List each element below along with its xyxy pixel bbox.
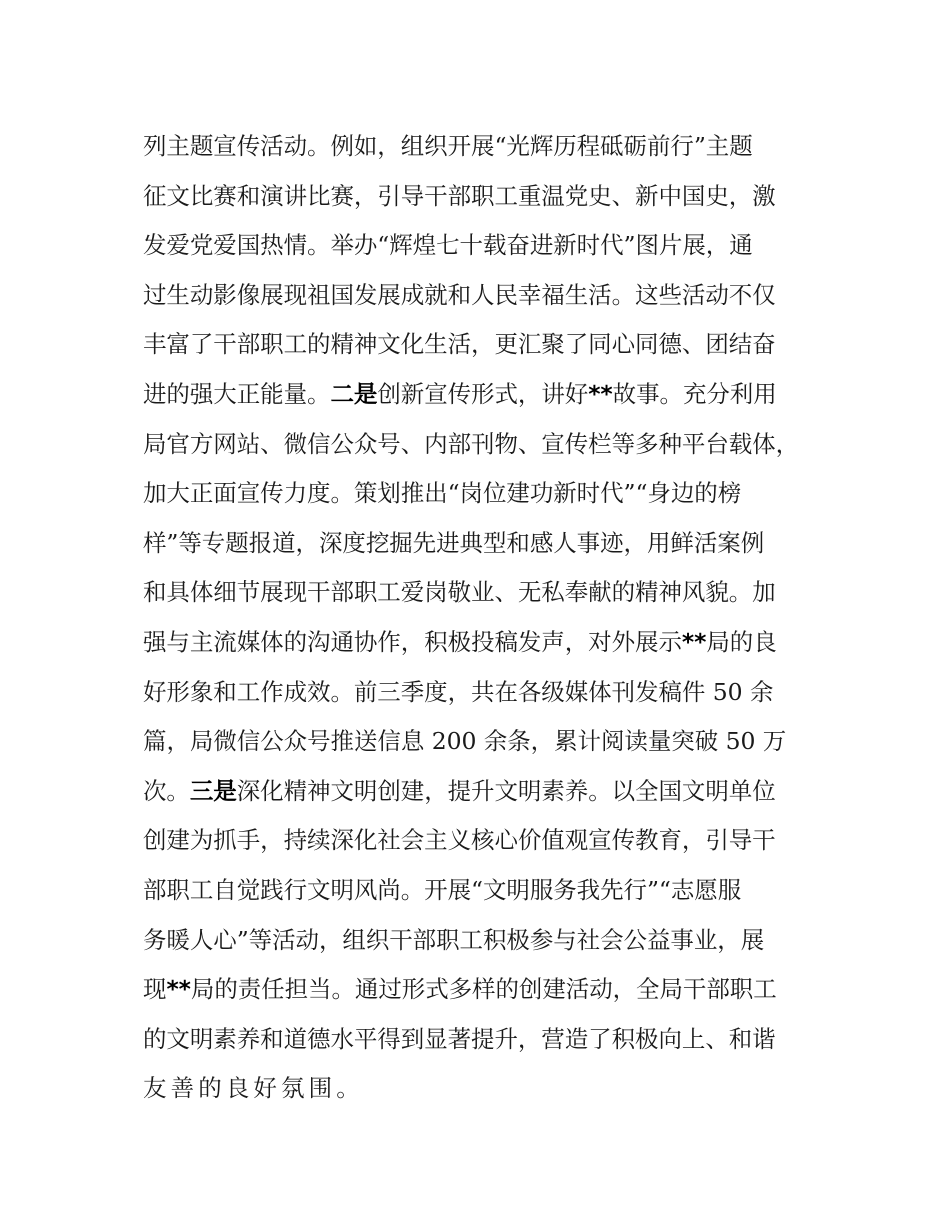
text-line	[143, 370, 813, 420]
body-paragraph	[143, 122, 813, 1114]
bold-text-segment: 三是	[189, 776, 237, 805]
text-line	[143, 420, 813, 470]
text-segment: 次。	[143, 776, 190, 805]
text-segment: 部职工自觉践行文明风尚。开展“文明服务我先行”“志愿服	[143, 875, 742, 904]
text-line	[143, 519, 813, 569]
text-line	[143, 916, 813, 966]
text-line	[143, 271, 813, 321]
text-segment: 深化精神文明创建，提升文明素养。以全国文明单位	[236, 776, 776, 805]
text-line	[143, 122, 813, 172]
text-segment: 故事。充分利用	[612, 379, 777, 408]
text-segment: 征文比赛和演讲比赛，引导干部职工重温党史、新中国史，激	[143, 181, 776, 210]
text-line	[143, 320, 813, 370]
bold-text-segment: **	[166, 975, 191, 1004]
text-segment: 丰富了干部职工的精神文化生活，更汇聚了同心同德、团结奋	[143, 330, 776, 359]
text-segment: 友善的良好氛围。	[143, 1074, 364, 1103]
text-segment: 好形象和工作成效。前三季度，共在各级媒体刊发稿件 50 余	[143, 677, 774, 706]
text-segment: 强与主流媒体的沟通协作，积极投稿发声，对外展示	[143, 627, 682, 656]
text-line	[143, 221, 813, 271]
text-segment: 局的责任担当。通过形式多样的创建活动，全局干部职工	[190, 975, 777, 1004]
text-line	[143, 618, 813, 668]
text-line	[143, 965, 813, 1015]
text-segment: 篇，局微信公众号推送信息 200 余条，累计阅读量突破 50 万	[143, 727, 787, 756]
text-line	[143, 816, 813, 866]
bold-text-segment: **	[681, 627, 707, 656]
text-segment: 过生动影像展现祖国发展成就和人民幸福生活。这些活动不仅	[143, 280, 776, 309]
text-segment: 局的良	[706, 627, 777, 656]
text-line	[143, 1015, 813, 1065]
text-segment: 样”等专题报道，深度挖掘先进典型和感人事迹，用鲜活案例	[143, 528, 765, 557]
text-segment: 创新宣传形式，讲好	[377, 379, 589, 408]
bold-text-segment: **	[588, 379, 613, 408]
text-segment: 和具体细节展现干部职工爱岗敬业、无私奉献的精神风貌。加	[143, 578, 776, 607]
text-segment: 进的强大正能量。	[143, 379, 331, 408]
text-segment: 局官方网站、微信公众号、内部刊物、宣传栏等多种平台载体，	[143, 429, 800, 458]
text-segment: 现	[143, 975, 167, 1004]
text-segment: 发爱党爱国热情。举办“辉煌七十载奋进新时代”图片展，通	[143, 231, 753, 260]
text-segment: 列主题宣传活动。例如，组织开展“光辉历程砥砺前行”主题	[143, 132, 753, 160]
bold-text-segment: 二是	[330, 379, 378, 408]
text-segment: 加大正面宣传力度。策划推出“岗位建功新时代”“身边的榜	[143, 479, 742, 508]
text-line	[143, 1064, 813, 1114]
text-line	[143, 668, 813, 718]
text-segment: 创建为抓手，持续深化社会主义核心价值观宣传教育，引导干	[143, 826, 776, 855]
text-line	[143, 469, 813, 519]
text-line	[143, 717, 813, 767]
text-line	[143, 866, 813, 916]
text-line	[143, 172, 813, 222]
text-segment: 务暖人心”等活动，组织干部职工积极参与社会公益事业，展	[143, 925, 765, 954]
text-line	[143, 767, 813, 817]
text-segment: 的文明素养和道德水平得到显著提升，营造了积极向上、和谐	[143, 1024, 776, 1053]
text-line	[143, 568, 813, 618]
